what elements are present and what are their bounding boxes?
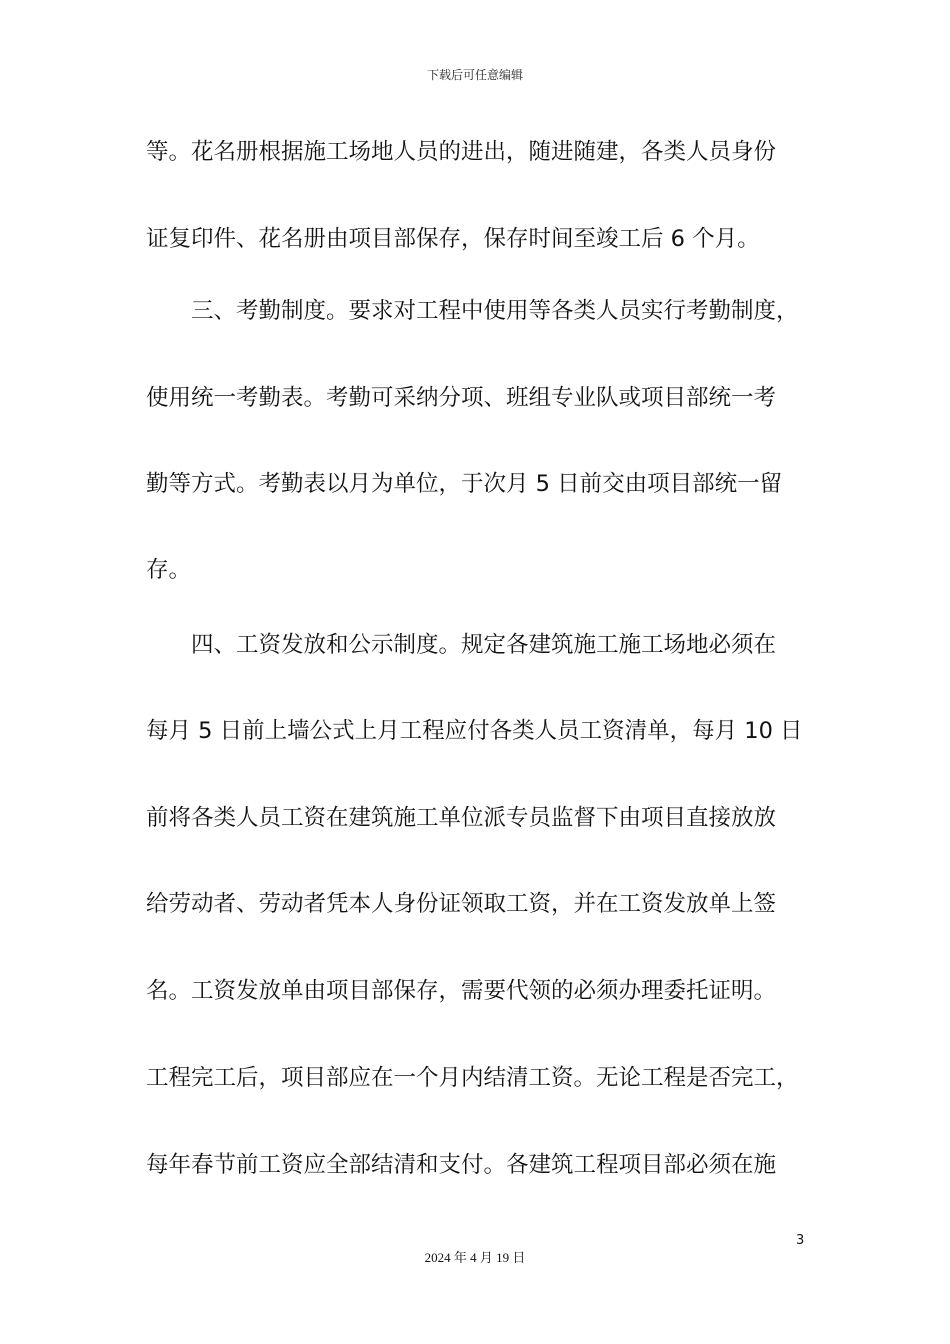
- body-line-2: 证复印件、花名册由项目部保存，保存时间至竣工后 6 个月。: [146, 226, 760, 252]
- body-line-8: 每月 5 日前上墙公式上月工程应付各类人员工资清单，每月 10 日: [146, 718, 803, 744]
- body-line-7-paragraph-start: 四、工资发放和公示制度。规定各建筑施工施工场地必须在: [191, 632, 777, 658]
- body-line-11: 名。工资发放单由项目部保存，需要代领的必须办理委托证明。: [146, 978, 777, 1004]
- body-line-1: 等。花名册根据施工场地人员的进出，随进随建，各类人员身份: [146, 139, 777, 165]
- page-number: 3: [796, 1233, 805, 1248]
- body-line-12: 工程完工后，项目部应在一个月内结清工资。无论工程是否完工，: [146, 1065, 799, 1091]
- body-line-10: 给劳动者、劳动者凭本人身份证领取工资，并在工资发放单上签: [146, 891, 777, 917]
- body-line-4: 使用统一考勤表。考勤可采纳分项、班组专业队或项目部统一考: [146, 385, 777, 411]
- body-line-6: 存。: [146, 557, 192, 583]
- page-header: 下载后可任意编辑: [426, 68, 523, 82]
- page-date: 2024 年 4 月 19 日: [424, 1250, 526, 1265]
- body-line-9: 前将各类人员工资在建筑施工单位派专员监督下由项目直接放放: [146, 805, 777, 831]
- body-line-3-paragraph-start: 三、考勤制度。要求对工程中使用等各类人员实行考勤制度，: [191, 298, 799, 324]
- body-line-13: 每年春节前工资应全部结清和支付。各建筑工程项目部必须在施: [146, 1152, 777, 1178]
- body-line-5: 勤等方式。考勤表以月为单位，于次月 5 日前交由项目部统一留: [146, 471, 783, 497]
